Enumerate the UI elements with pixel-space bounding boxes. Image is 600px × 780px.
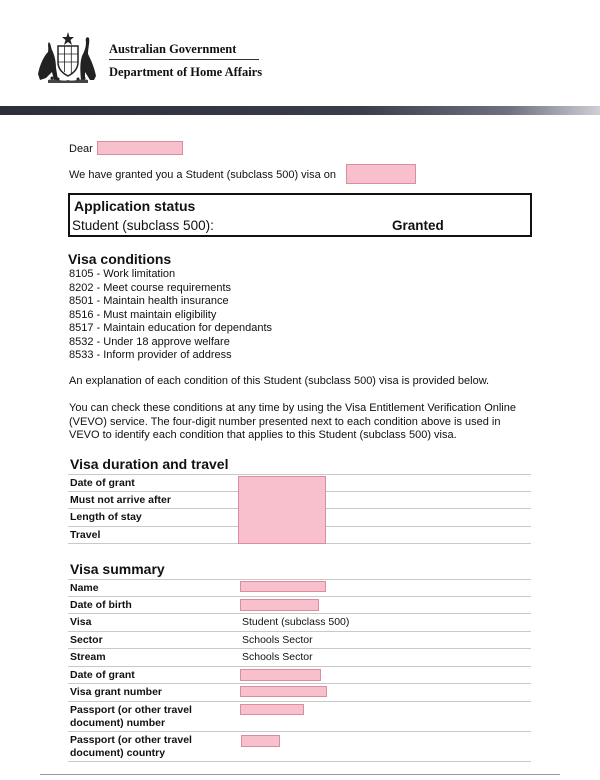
- org-line-department: Department of Home Affairs: [109, 65, 263, 79]
- visa-duration-heading: Visa duration and travel: [70, 456, 229, 472]
- grant-sentence: We have granted you a Student (subclass 500) visa on: [69, 169, 337, 181]
- visa-conditions-list: [69, 268, 272, 363]
- letterhead: [0, 0, 600, 108]
- footer-divider: [40, 774, 560, 775]
- redacted-name: [240, 581, 326, 592]
- list-item: 8533 - Inform provider of address: [69, 349, 232, 361]
- visa-conditions-heading: Visa conditions: [68, 251, 172, 267]
- list-item: 8532 - Under 18 approve welfare: [69, 335, 230, 348]
- list-item: 8202 - Meet course requirements: [69, 281, 232, 294]
- row-label: Visa: [70, 616, 92, 628]
- redacted-date-of-birth: [240, 599, 319, 611]
- application-status-label: Student (subclass 500):: [72, 218, 214, 233]
- application-status-title: Application status: [74, 198, 196, 214]
- vevo-paragraph: You can check these conditions at any time by using the Visa Entitlement Verification Online (VEVO) service. The four-digit number presented next to each condition above is used in VEVO to identify each condition that applies to this Student (subclass 500) visa.: [69, 402, 516, 441]
- row-value: Student (subclass 500): [242, 616, 350, 628]
- application-status-box: [68, 193, 532, 237]
- row-label: Date of birth: [70, 598, 132, 611]
- row-label: Length of stay: [70, 511, 142, 523]
- visa-summary-heading: Visa summary: [70, 561, 165, 577]
- list-item: 8517 - Maintain education for dependants: [69, 322, 273, 334]
- redacted-recipient-name: [97, 141, 183, 155]
- org-line-government: Australian Government: [109, 42, 237, 56]
- row-label: Travel: [70, 528, 101, 541]
- row-label: Passport (or other travel document) number: [70, 703, 192, 729]
- row-label: Name: [70, 582, 99, 594]
- header-bar: [0, 106, 600, 115]
- table-row: [68, 614, 531, 632]
- list-item: 8501 - Maintain health insurance: [69, 295, 229, 307]
- redacted-passport-country: [241, 735, 280, 747]
- row-label: Stream: [70, 651, 106, 663]
- row-label: Date of grant: [70, 668, 135, 681]
- table-row: [68, 649, 531, 667]
- list-item: 8105 - Work limitation: [69, 268, 176, 280]
- row-value: Schools Sector: [242, 633, 313, 646]
- redacted-grant-date: [346, 164, 416, 184]
- row-label: Must not arrive after: [70, 493, 171, 506]
- list-item: 8516 - Must maintain eligibility: [69, 308, 217, 321]
- conditions-explanation: An explanation of each condition of this Student (subclass 500) visa is provided below.: [69, 375, 490, 387]
- salutation: Dear: [69, 143, 93, 155]
- redacted-passport-number: [240, 704, 304, 715]
- redacted-duration-values: [238, 476, 326, 544]
- row-label: Date of grant: [70, 477, 135, 489]
- coat-of-arms-icon: [34, 28, 102, 86]
- row-label: Passport (or other travel document) country: [70, 733, 192, 759]
- redacted-visa-grant-number: [240, 686, 327, 697]
- application-status-value: Granted: [392, 218, 444, 233]
- redacted-date-of-grant: [240, 669, 321, 681]
- table-row: [68, 632, 531, 650]
- table-row: [68, 732, 531, 762]
- row-label: Visa grant number: [70, 686, 162, 698]
- row-value: Schools Sector: [242, 651, 313, 663]
- row-label: Sector: [70, 633, 103, 646]
- org-divider: [109, 59, 259, 60]
